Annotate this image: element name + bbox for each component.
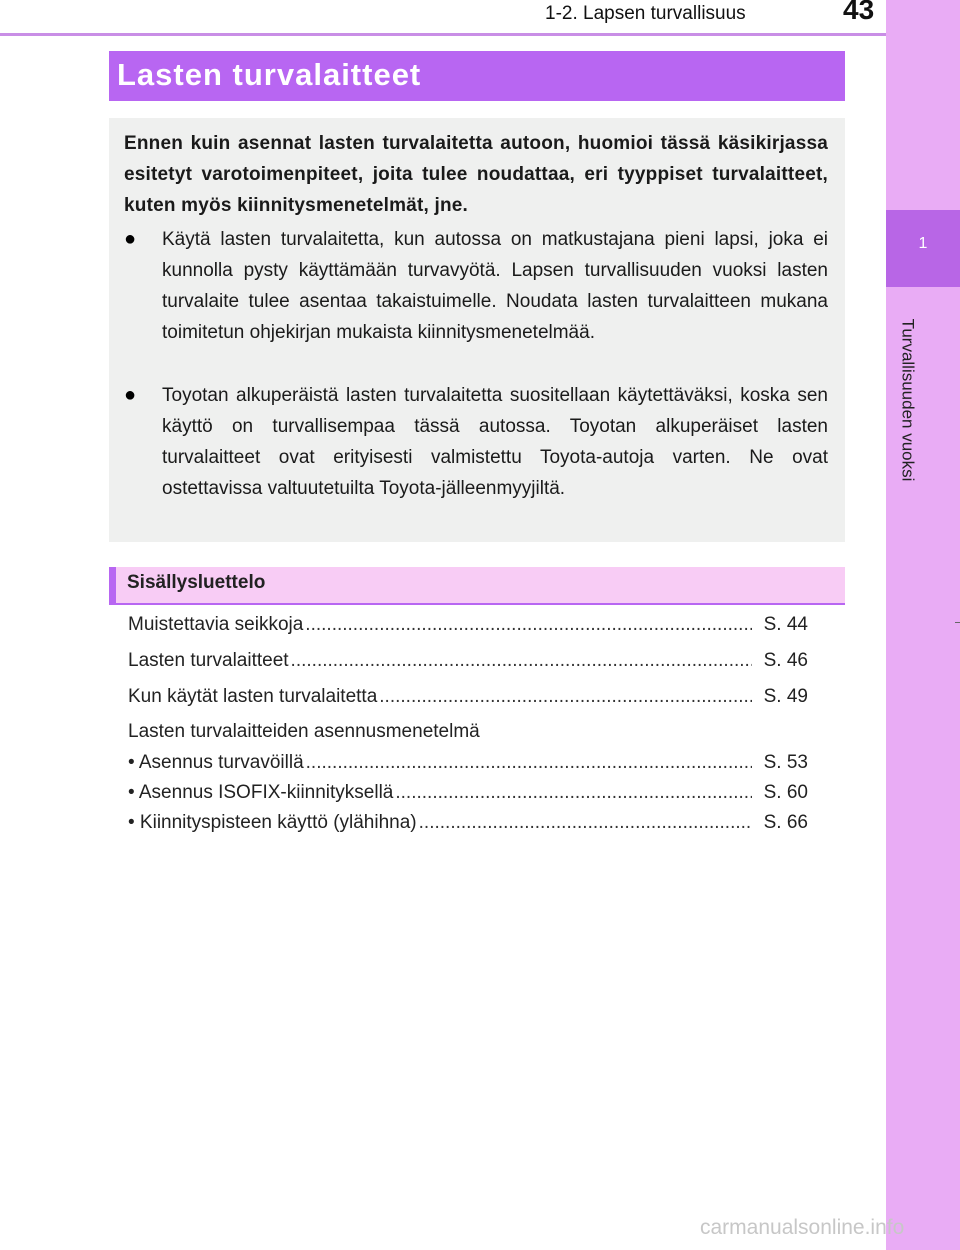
toc-entry-text: • Kiinnityspisteen käyttö (ylähihna) — [128, 812, 417, 833]
intro-box — [109, 118, 845, 542]
toc-entry-text: Muistettavia seikkoja — [128, 614, 304, 635]
contents-title: Sisällysluettelo — [127, 572, 266, 593]
page-number: 43 — [843, 0, 875, 25]
header-divider — [0, 33, 886, 36]
chapter-title: Turvallisuuden vuoksi — [898, 318, 917, 482]
toc-entry-text: Kun käytät lasten turvalaitetta — [128, 686, 378, 707]
watermark: carmanualsonline.info — [700, 1216, 905, 1239]
contents-accent-bar — [109, 567, 116, 603]
toc-dot-leader — [379, 686, 751, 708]
black-circle-bullet-icon: ● — [124, 384, 137, 406]
chapter-title-vertical — [887, 300, 927, 500]
section-label: 1-2. Lapsen turvallisuus — [545, 3, 746, 24]
toc-dot-leader — [306, 752, 752, 774]
chapter-number-box — [886, 210, 960, 287]
intro-lead-text: Ennen kuin asennat lasten turvalaitetta autoon, huomioi tässä käsikirjassa esitetyt varotoimenpiteet, joita tulee noudattaa, eri tyyppiset turvalaitteet, kuten myös kiinnitysmenetelmät, jne. — [124, 133, 828, 216]
toc-page-ref: S. 60 — [763, 782, 808, 803]
toc-group-heading: Lasten turvalaitteiden asennusmenetelmä — [128, 721, 480, 742]
toc-dot-leader — [291, 650, 752, 672]
toc-entry-text: • Asennus turvavöillä — [128, 752, 304, 773]
intro-bullet-item — [124, 224, 828, 348]
intro-bullet-item — [124, 380, 828, 504]
toc-entry-text: Lasten turvalaitteet — [128, 650, 289, 671]
toc-entry[interactable] — [128, 686, 808, 712]
toc-dot-leader — [395, 782, 751, 804]
toc-page-ref: S. 49 — [763, 686, 808, 707]
toc-page-ref: S. 66 — [763, 812, 808, 833]
chapter-number: 1 — [918, 235, 928, 252]
intro-bullet-text: Käytä lasten turvalaitetta, kun autossa on matkustajana pieni lapsi, joka ei kunnolla pysty käyttämään turvavyötä. Lapsen turvallisuuden vuoksi lasten turvalaite tulee asentaa takaistuimelle. Noudata lasten turvalaitteen mukana toimitetun ohjekirjan mukaista kiinnitysmenetelmää. — [162, 229, 828, 343]
toc-sub-entry[interactable] — [128, 752, 808, 778]
toc-dot-leader — [419, 812, 752, 834]
page-title-bar — [109, 51, 845, 101]
intro-bullet-text: Toyotan alkuperäistä lasten turvalaitetta suositellaan käytettäväksi, koska sen käyttö on turvallisempaa tässä autossa. Toyotan alkuperäiset lasten turvalaitteet ovat erityisesti valmistettu Toyota-autoja varten. Ne ovat ostettavissa valtuutetuilta Toyota-jälleenmyyjiltä. — [162, 385, 828, 499]
toc-page-ref: S. 53 — [763, 752, 808, 773]
contents-header — [109, 567, 845, 605]
toc-dot-leader — [305, 614, 751, 636]
black-circle-bullet-icon: ● — [124, 228, 137, 250]
toc-entry[interactable] — [128, 650, 808, 676]
toc-entry[interactable] — [128, 614, 808, 640]
toc-page-ref: S. 44 — [763, 614, 808, 635]
toc-sub-entry[interactable] — [128, 782, 808, 808]
toc-entry-text: • Asennus ISOFIX-kiinnityksellä — [128, 782, 394, 803]
page-title: Lasten turvalaitteet — [117, 57, 422, 92]
chapter-side-tab — [886, 0, 960, 1250]
edge-tick-mark — [955, 622, 960, 623]
toc-sub-entry[interactable] — [128, 812, 808, 838]
toc-page-ref: S. 46 — [763, 650, 808, 671]
